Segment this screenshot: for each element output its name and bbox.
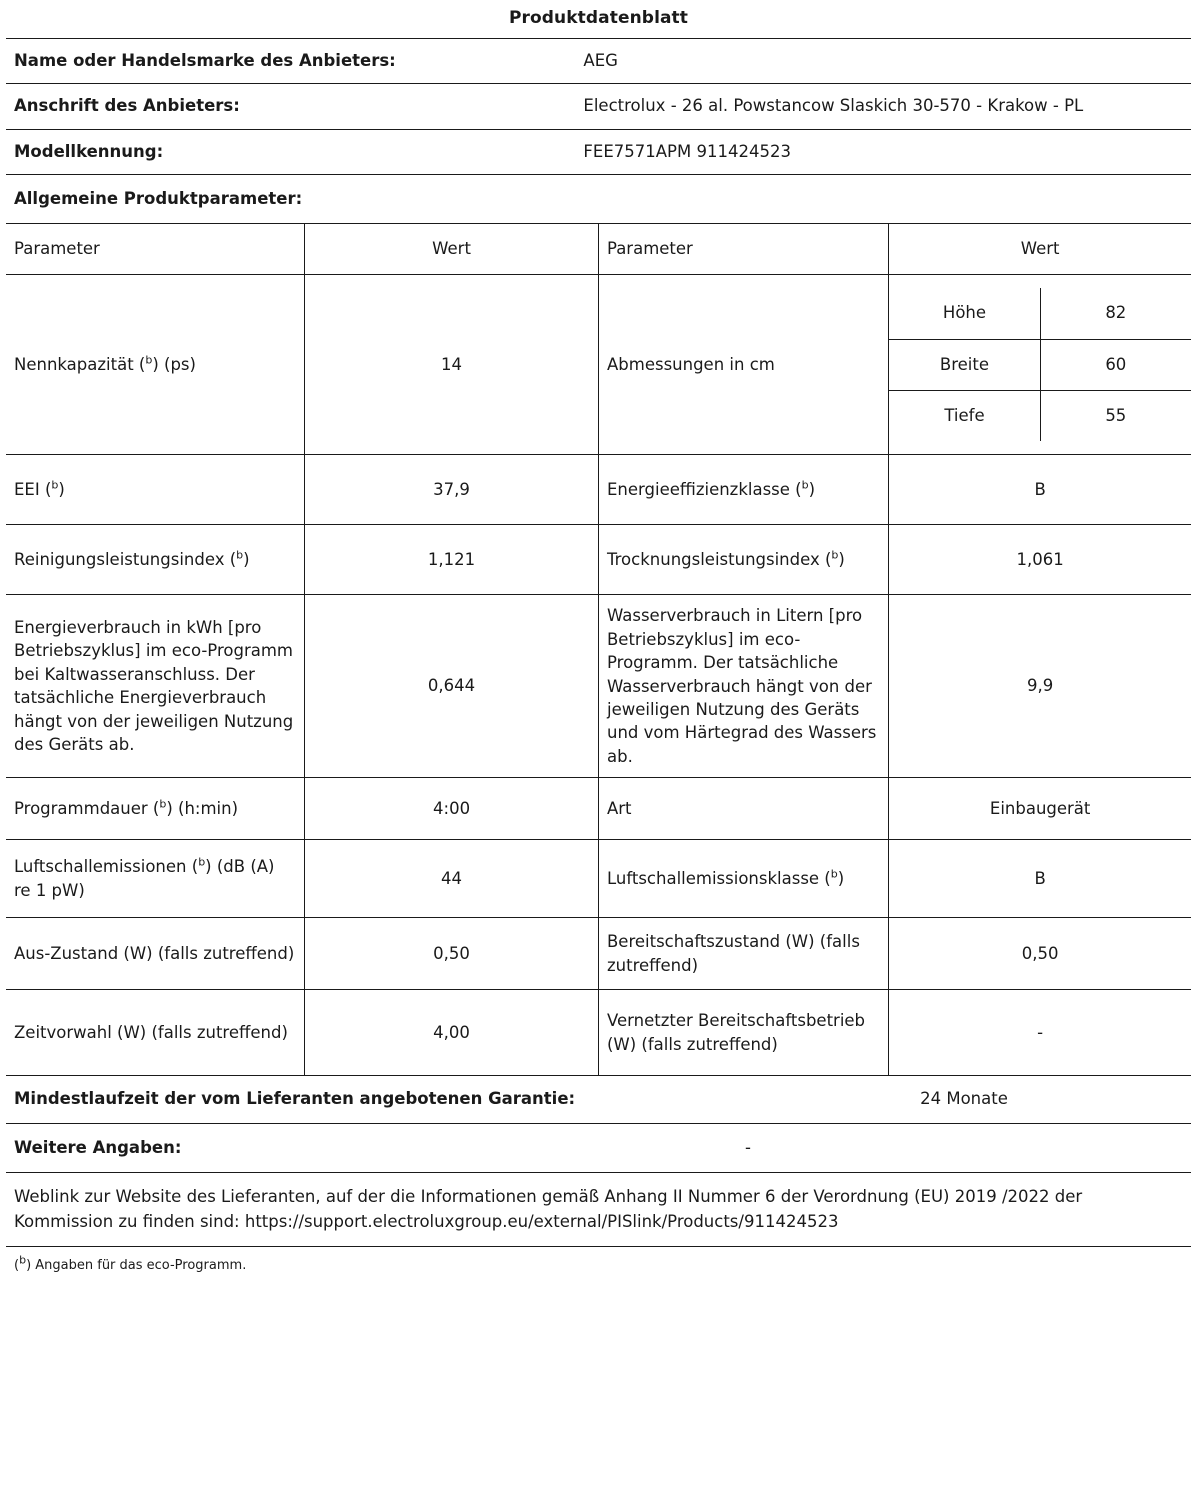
- param-nennkapazitaet-label: Nennkapazität ($^b$) (ps): [14, 353, 196, 375]
- supplier-address-value: Electrolux - 26 al. Powstancow Slaskich 30-570 - Krakow - PL: [583, 96, 1084, 116]
- further-info-label: Weitere Angaben:: [14, 1137, 182, 1157]
- dimension-depth-label: Tiefe: [889, 390, 1040, 441]
- param-zeitvorwahl-value: 4,00: [305, 990, 599, 1076]
- param-luftschallemissionsklasse-value: B: [889, 840, 1191, 918]
- supplier-table: [6, 38, 1191, 224]
- page-title: Produktdatenblatt: [508, 8, 689, 28]
- param-vernetzter-bereitschaftsbetrieb-label: Vernetzter Bereitschaftsbetrieb (W) (falls zutreffend): [598, 990, 888, 1076]
- table-row: [6, 129, 1191, 174]
- general-parameters-heading: Allgemeine Produktparameter:: [14, 188, 303, 208]
- param-energieverbrauch-value: 0,644: [305, 595, 599, 778]
- weblink-row: [6, 1172, 1191, 1247]
- header-parameter-right: Parameter: [598, 224, 888, 275]
- dimension-width-value: 60: [1040, 339, 1191, 390]
- dimension-depth-value: 55: [1105, 405, 1127, 425]
- table-row: [6, 275, 1191, 455]
- param-trocknungsleistungsindex-label: Trocknungsleistungsindex ($^b$): [598, 525, 888, 595]
- dimension-height-label: Höhe: [889, 288, 1040, 339]
- dimension-height-value: 82: [1040, 288, 1191, 339]
- param-wasserverbrauch-label: Wasserverbrauch in Litern [pro Betriebszyklus] im eco-Programm. Der tatsächliche Wasserverbrauch hängt von der jeweiligen Nutzung des Geräts und vom Härtegrad des Wassers ab.: [598, 595, 888, 778]
- further-info-row: [6, 1123, 1191, 1172]
- supplier-name-label: Name oder Handelsmarke des Anbieters:: [14, 51, 396, 70]
- param-energieeffizienzklasse-label: Energieeffizienzklasse ($^b$): [598, 455, 888, 525]
- model-id-value: FEE7571APM 911424523: [583, 141, 791, 161]
- header-value-left: Wert: [305, 224, 599, 275]
- param-reinigungsleistungsindex-value: 1,121: [305, 525, 599, 595]
- param-wasserverbrauch-value: 9,9: [889, 595, 1191, 778]
- further-info-value: -: [744, 1137, 751, 1157]
- param-luftschallemissionen-value: 44: [305, 840, 599, 918]
- footer-table: [6, 1076, 1191, 1247]
- section-heading-row: [6, 174, 1191, 223]
- param-energieverbrauch-label: Energieverbrauch in kWh [pro Betriebszyklus] im eco-Programm bei Kaltwasseranschluss. Der tatsächliche Energieverbrauch hängt von der jeweiligen Nutzung des Geräts ab.: [14, 618, 294, 755]
- param-programmdauer-label: Programmdauer ($^b$) (h:min): [14, 797, 239, 818]
- param-bereitschaftszustand-value: 0,50: [889, 918, 1191, 990]
- guarantee-row: [6, 1076, 1191, 1123]
- param-vernetzter-bereitschaftsbetrieb-value: -: [889, 990, 1191, 1076]
- table-row: [889, 390, 1191, 441]
- table-row: [6, 595, 1191, 778]
- param-eei-value: 37,9: [305, 455, 599, 525]
- param-abmessungen-label: Abmessungen in cm: [598, 275, 888, 455]
- supplier-address-label: Anschrift des Anbieters:: [14, 96, 240, 116]
- header-value-right: Wert: [889, 224, 1191, 275]
- footnote-eco-program: ($^b$) Angaben für das eco-Programm.: [14, 1253, 247, 1274]
- param-energieeffizienzklasse-value: B: [889, 455, 1191, 525]
- param-art-value: Einbaugerät: [889, 778, 1191, 840]
- table-header-row: [6, 224, 1191, 275]
- param-bereitschaftszustand-label: Bereitschaftszustand (W) (falls zutreffend): [598, 918, 888, 990]
- table-row: [889, 339, 1191, 390]
- header-parameter-left: Parameter: [14, 239, 100, 259]
- supplier-name-value: AEG: [583, 51, 618, 70]
- table-row: [6, 840, 1191, 918]
- dimension-width-label: Breite: [889, 339, 1040, 390]
- table-row: [6, 39, 1191, 84]
- param-trocknungsleistungsindex-value: 1,061: [889, 525, 1191, 595]
- table-row: [889, 288, 1191, 339]
- table-row: [6, 455, 1191, 525]
- guarantee-label: Mindestlaufzeit der vom Lieferanten angebotenen Garantie:: [14, 1089, 576, 1109]
- param-aus-zustand-value: 0,50: [305, 918, 599, 990]
- parameters-table: [6, 224, 1191, 1076]
- param-aus-zustand-label: Aus-Zustand (W) (falls zutreffend): [14, 944, 295, 964]
- model-id-label: Modellkennung:: [14, 141, 164, 161]
- param-programmdauer-value: 4:00: [305, 778, 599, 840]
- param-eei-label: EEI ($^b$): [14, 478, 65, 499]
- table-row: [6, 84, 1191, 129]
- param-zeitvorwahl-label: Zeitvorwahl (W) (falls zutreffend): [14, 1023, 288, 1043]
- param-luftschallemissionsklasse-label: Luftschallemissionsklasse ($^b$): [598, 840, 888, 918]
- param-nennkapazitaet-value: 14: [305, 275, 599, 455]
- param-luftschallemissionen-label: Luftschallemissionen ($^b$) (dB (A) re 1 pW): [14, 855, 275, 900]
- table-row: [6, 525, 1191, 595]
- table-row: [6, 918, 1191, 990]
- dimensions-table: [889, 288, 1191, 441]
- guarantee-value: 24 Monate: [920, 1089, 1008, 1109]
- table-row: [6, 778, 1191, 840]
- param-reinigungsleistungsindex-label: Reinigungsleistungsindex ($^b$): [14, 548, 250, 569]
- table-row: [6, 990, 1191, 1076]
- dimensions-subtable-cell: [889, 275, 1191, 455]
- param-art-label: Art: [598, 778, 888, 840]
- supplier-weblink-text[interactable]: Weblink zur Website des Lieferanten, auf der die Informationen gemäß Anhang II Nummer 6 der Verordnung (EU) 2019 /2022 der Kommission zu finden sind: https://support.electroluxgroup.eu/external/PISlink/Products/911424523: [14, 1186, 1083, 1231]
